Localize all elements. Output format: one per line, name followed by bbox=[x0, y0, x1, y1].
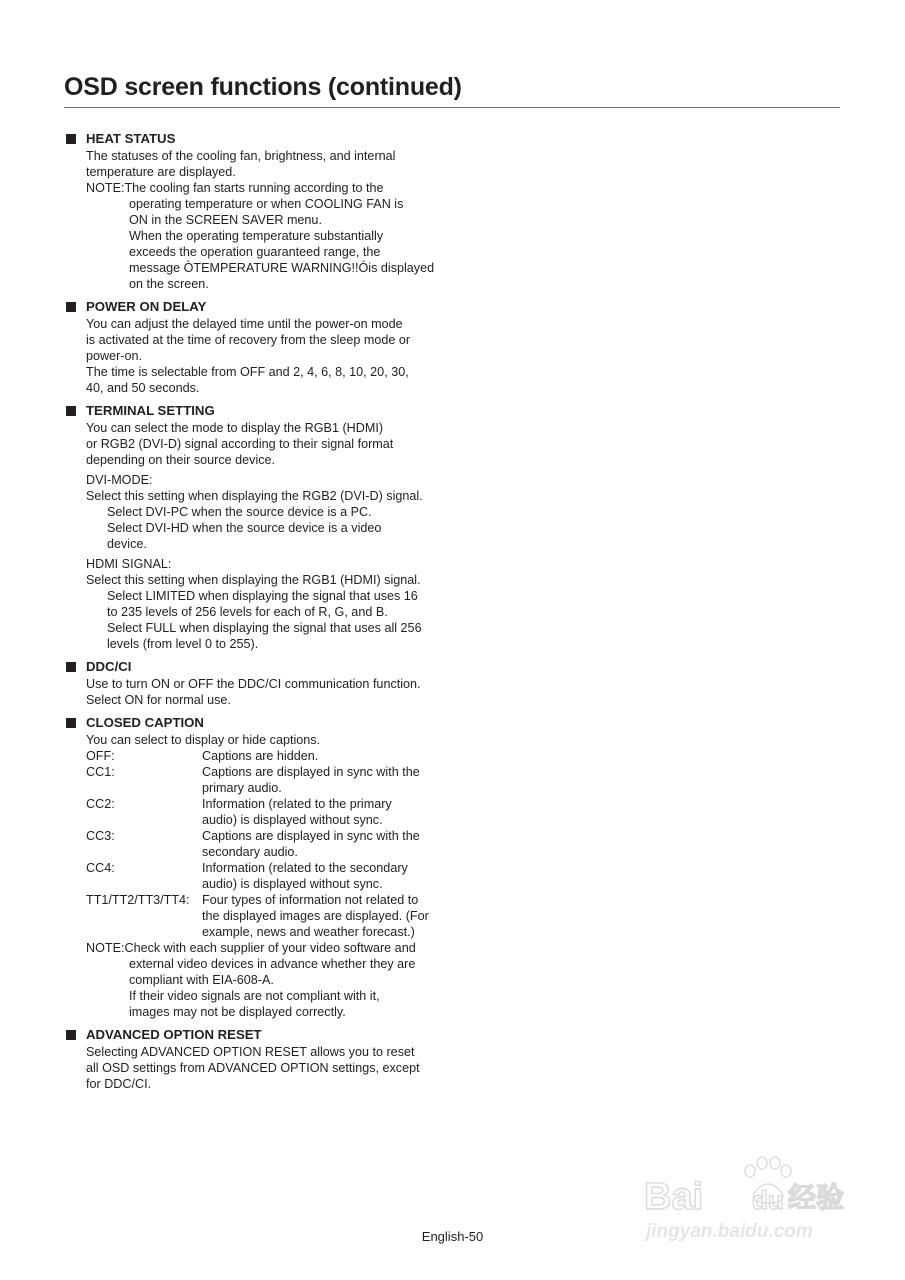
paragraph-line: 40, and 50 seconds. bbox=[86, 381, 200, 395]
caption-option-key: CC1: bbox=[86, 765, 115, 779]
note-line: operating temperature or when COOLING FAN is bbox=[129, 197, 404, 211]
bullet-square-icon bbox=[66, 662, 76, 672]
note-line: images may not be displayed correctly. bbox=[129, 1005, 346, 1019]
note-line: When the operating temperature substantially bbox=[129, 229, 384, 243]
caption-option-text: Four types of information not related to bbox=[202, 893, 419, 907]
bullet-square-icon bbox=[66, 718, 76, 728]
section-heading: TERMINAL SETTING bbox=[66, 402, 446, 419]
caption-option-row bbox=[86, 748, 446, 764]
note-block bbox=[86, 940, 446, 956]
section-power-on-delay bbox=[66, 298, 446, 396]
watermark-brand-suffix: du bbox=[752, 1185, 784, 1215]
caption-option-key: OFF: bbox=[86, 749, 115, 763]
section-advanced-option-reset bbox=[66, 1026, 446, 1092]
paragraph-line: You can select the mode to display the RGB1 (HDMI) bbox=[86, 421, 384, 435]
sub-setting-line: device. bbox=[107, 537, 147, 551]
paragraph-line: depending on their source device. bbox=[86, 453, 276, 467]
caption-option-text: Captions are hidden. bbox=[202, 749, 319, 763]
caption-option-text: primary audio. bbox=[202, 781, 282, 795]
note-line: ON in the SCREEN SAVER menu. bbox=[129, 213, 322, 227]
caption-option-text: audio) is displayed without sync. bbox=[202, 877, 383, 891]
section-heading: CLOSED CAPTION bbox=[66, 714, 446, 731]
note-label: NOTE: bbox=[86, 941, 125, 955]
caption-option-key: CC4: bbox=[86, 861, 115, 875]
section-heading: POWER ON DELAY bbox=[66, 298, 446, 315]
paragraph-line: Selecting ADVANCED OPTION RESET allows you to reset bbox=[86, 1045, 415, 1059]
note-line: on the screen. bbox=[129, 277, 209, 291]
page-number: English-50 bbox=[421, 1229, 484, 1244]
paragraph-line: You can select to display or hide captions. bbox=[86, 733, 321, 747]
note-line: exceeds the operation guaranteed range, the bbox=[129, 245, 381, 259]
title-divider bbox=[64, 107, 840, 108]
bullet-square-icon bbox=[66, 1030, 76, 1040]
page-title: OSD screen functions (continued) bbox=[64, 73, 462, 101]
caption-option-text: Captions are displayed in sync with the bbox=[202, 829, 420, 843]
caption-option-row bbox=[86, 860, 446, 892]
note-line: The cooling fan starts running according to the bbox=[124, 181, 384, 195]
section-heading: ADVANCED OPTION RESET bbox=[66, 1026, 446, 1043]
sub-setting-line: Select DVI-HD when the source device is a video bbox=[107, 521, 382, 535]
note-label: NOTE: bbox=[86, 181, 125, 195]
section-terminal-setting bbox=[66, 402, 446, 652]
sub-setting-line: Select LIMITED when displaying the signal that uses 16 bbox=[107, 589, 418, 603]
caption-option-text: Information (related to the primary bbox=[202, 797, 392, 811]
section-heading: HEAT STATUS bbox=[66, 130, 446, 147]
baidu-watermark bbox=[640, 1145, 855, 1245]
bullet-square-icon bbox=[66, 406, 76, 416]
watermark-brand: Bai bbox=[644, 1176, 704, 1218]
paragraph-line: Use to turn ON or OFF the DDC/CI communication function. bbox=[86, 677, 421, 691]
sub-setting-intro: Select this setting when displaying the RGB2 (DVI-D) signal. bbox=[86, 489, 423, 503]
caption-option-key: CC3: bbox=[86, 829, 115, 843]
note-block bbox=[86, 180, 446, 196]
paragraph-line: The time is selectable from OFF and 2, 4, 6, 8, 10, 20, 30, bbox=[86, 365, 409, 379]
sub-setting-label: DVI-MODE: bbox=[86, 473, 153, 487]
caption-option-text: Captions are displayed in sync with the bbox=[202, 765, 420, 779]
paragraph-line: for DDC/CI. bbox=[86, 1077, 152, 1091]
sub-setting-line: Select DVI-PC when the source device is a PC. bbox=[107, 505, 372, 519]
sub-setting-intro: Select this setting when displaying the RGB1 (HDMI) signal. bbox=[86, 573, 421, 587]
section-closed-caption bbox=[66, 714, 446, 1020]
paragraph-line: The statuses of the cooling fan, brightness, and internal bbox=[86, 149, 396, 163]
caption-option-text: audio) is displayed without sync. bbox=[202, 813, 383, 827]
paragraph-line: or RGB2 (DVI-D) signal according to their signal format bbox=[86, 437, 394, 451]
caption-option-row bbox=[86, 828, 446, 860]
note-line: message ÒTEMPERATURE WARNING!!Óis displayed bbox=[129, 261, 435, 275]
caption-option-text: the displayed images are displayed. (For bbox=[202, 909, 429, 923]
caption-option-row bbox=[86, 764, 446, 796]
bullet-square-icon bbox=[66, 134, 76, 144]
caption-option-key: CC2: bbox=[86, 797, 115, 811]
note-line: Check with each supplier of your video software and bbox=[124, 941, 416, 955]
paragraph-line: is activated at the time of recovery from the sleep mode or bbox=[86, 333, 411, 347]
section-heat-status bbox=[66, 130, 446, 292]
sub-setting-line: levels (from level 0 to 255). bbox=[107, 637, 259, 651]
paragraph-line: power-on. bbox=[86, 349, 143, 363]
manual-content bbox=[66, 130, 446, 1098]
sub-setting-line: to 235 levels of 256 levels for each of R, G, and B. bbox=[107, 605, 388, 619]
note-line: compliant with EIA-608-A. bbox=[129, 973, 274, 987]
paragraph-line: all OSD settings from ADVANCED OPTION settings, except bbox=[86, 1061, 420, 1075]
bullet-square-icon bbox=[66, 302, 76, 312]
watermark-cn-text: 经验 bbox=[788, 1182, 845, 1213]
section-ddc-ci bbox=[66, 658, 446, 708]
sub-setting-line: Select FULL when displaying the signal that uses all 256 bbox=[107, 621, 422, 635]
watermark-url: jingyan.baidu.com bbox=[646, 1221, 813, 1242]
note-line: If their video signals are not compliant with it, bbox=[129, 989, 380, 1003]
sub-setting-label: HDMI SIGNAL: bbox=[86, 557, 172, 571]
caption-option-text: secondary audio. bbox=[202, 845, 298, 859]
paragraph-line: temperature are displayed. bbox=[86, 165, 236, 179]
caption-option-row bbox=[86, 892, 446, 940]
section-heading: DDC/CI bbox=[66, 658, 446, 675]
caption-option-key: TT1/TT2/TT3/TT4: bbox=[86, 893, 190, 907]
caption-option-row bbox=[86, 796, 446, 828]
paragraph-line: Select ON for normal use. bbox=[86, 693, 231, 707]
paragraph-line: You can adjust the delayed time until the power-on mode bbox=[86, 317, 403, 331]
caption-option-text: example, news and weather forecast.) bbox=[202, 925, 415, 939]
caption-option-text: Information (related to the secondary bbox=[202, 861, 408, 875]
note-line: external video devices in advance whether they are bbox=[129, 957, 416, 971]
